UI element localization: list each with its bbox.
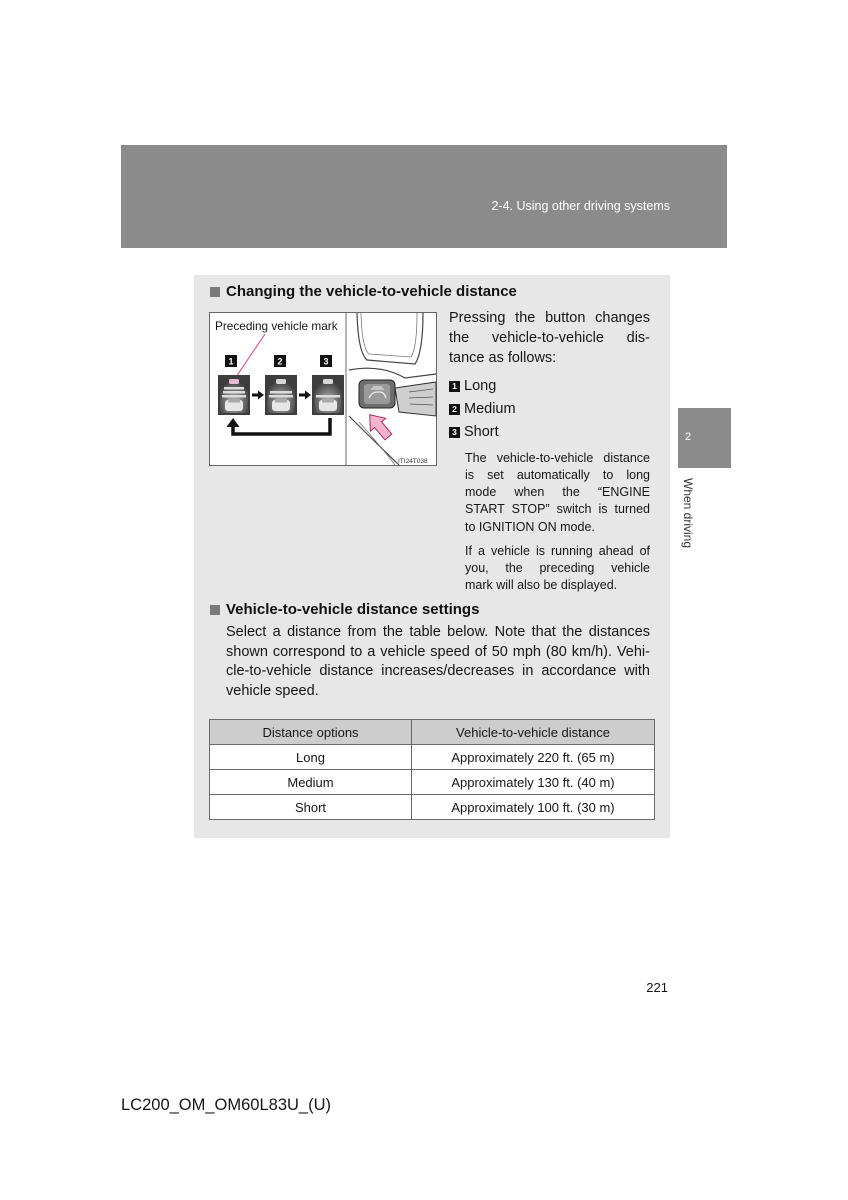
display-short-icon [312,375,344,415]
document-code: LC200_OM_OM60L83U_(U) [121,1096,332,1114]
figure-drawing [209,312,437,466]
option-long: Long [464,378,497,394]
paragraph-line: cle-to-vehicle distance increases/decreases in accordance with [226,663,650,680]
note-line: The vehicle-to-vehicle distance [465,450,650,465]
note-line: mode when the “ENGINE [465,485,650,499]
option-medium: Medium [464,401,516,417]
preceding-vehicle-callout: Preceding vehicle mark [215,319,338,333]
intro-line: Pressing the button changes [449,310,650,326]
step-badge-1 [225,355,237,367]
option-number-badge: 3 [449,427,460,438]
paragraph-line: vehicle speed. [226,683,319,700]
table-cell: Approximately 130 ft. (40 m) [412,770,655,795]
note-line: If a vehicle is running ahead of [465,543,650,558]
table-cell: Medium [210,770,412,795]
display-medium-icon [265,375,297,415]
option-short: Short [464,424,499,440]
table-cell: Approximately 220 ft. (65 m) [412,745,655,770]
step-badge-1-label: 1 [228,356,234,367]
chapter-title: When driving [681,478,695,549]
figure-id: ITI24T038 [398,458,428,465]
table-header-cell: Vehicle-to-vehicle distance [412,720,655,745]
distance-table [209,719,655,820]
table-row [210,770,655,795]
section-title: 2-4. Using other driving systems [491,199,670,213]
intro-line: the vehicle-to-vehicle dis- [449,330,650,346]
table-header-row [210,720,655,745]
chapter-number: 2 [684,431,692,443]
section-bullet-icon [210,605,220,615]
section2-heading: Vehicle-to-vehicle distance settings [226,601,480,618]
note-line: you, the preceding vehicle [465,560,650,575]
table-row [210,745,655,770]
option-number-badge: 2 [449,404,460,415]
note-line: START STOP” switch is turned [465,502,650,517]
note-line: mark will also be displayed. [465,578,618,592]
display-long-icon [218,375,250,415]
note-line: is set automatically to long [465,467,650,482]
header-band [121,145,727,248]
step-badge-3-label: 3 [323,356,329,367]
table-cell: Short [210,795,412,820]
section1-heading: Changing the vehicle-to-vehicle distance [226,283,517,300]
table-header-cell: Distance options [210,720,412,745]
step-badge-2 [274,355,286,367]
page-number: 221 [646,980,668,995]
table-cell: Approximately 100 ft. (30 m) [412,795,655,820]
table-row [210,795,655,820]
paragraph-line: shown correspond to a vehicle speed of 50 mph (80 km/h). Vehi- [226,643,650,660]
table-cell: Long [210,745,412,770]
note-line: to IGNITION ON mode. [465,519,595,534]
step-badge-2-label: 2 [277,356,283,367]
preceding-vehicle-mark-icon [229,379,239,384]
intro-line: tance as follows: [449,350,557,366]
section-bullet-icon [210,287,220,297]
paragraph-line: Select a distance from the table below. Note that the distances [226,624,650,640]
step-badge-3 [320,355,332,367]
distance-switch-figure [209,312,437,466]
option-number-badge: 1 [449,381,460,392]
